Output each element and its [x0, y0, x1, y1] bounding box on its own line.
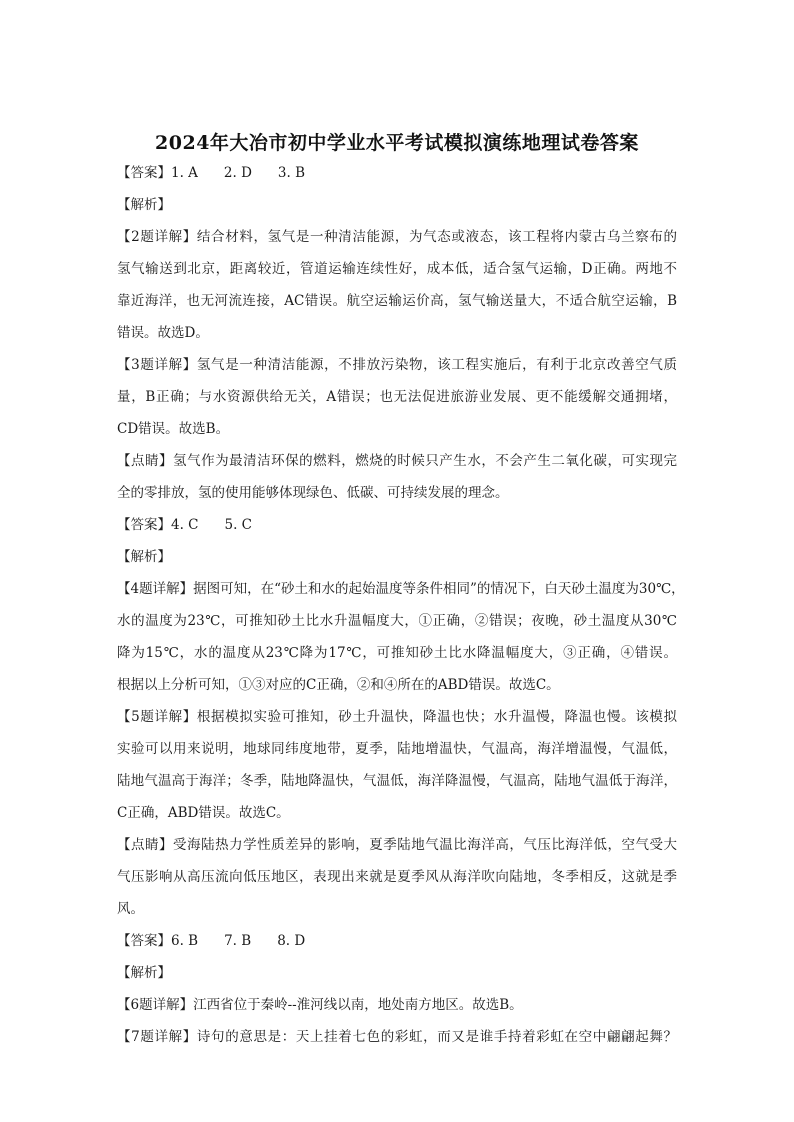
answer-line-3 — [117, 932, 305, 950]
text-line: 【6题详解】江西省位于秦岭--淮河线以南，地处南方地区。故选B。 — [117, 997, 523, 1013]
text-line: 【4题详解】据图可知，在“砂土和水的起始温度等条件相同”的情况下，白天砂土温度为30℃， — [117, 581, 685, 597]
answer-8: 8. D — [277, 933, 306, 949]
answer-1: 【答案】1. A — [117, 165, 198, 181]
answer-line-2 — [117, 516, 252, 534]
answer-3: 3. B — [277, 165, 306, 181]
answer-6: 【答案】6. B — [117, 933, 199, 949]
analysis-heading-3: 【解析】 — [117, 965, 171, 981]
text-line: 陆地气温高于海洋；冬季，陆地降温快，气温低，海洋降温慢，气温高，陆地气温低于海洋， — [117, 773, 677, 789]
text-line: 【5题详解】根据模拟实验可推知，砂土升温快，降温也快；水升温慢，降温也慢。该模拟 — [117, 709, 677, 725]
tip-line: 全的零排放，氢的使用能够体现绿色、低碳、可持续发展的理念。 — [117, 485, 509, 501]
text-line: 降为15℃，水的温度从23℃降为17℃，可推知砂土比水降温幅度大，③正确，④错误。 — [117, 645, 677, 661]
tip-line: 【点睛】受海陆热力学性质差异的影响，夏季陆地气温比海洋高，气压比海洋低，空气受大 — [117, 837, 677, 853]
text-line: CD错误。故选B。 — [117, 421, 230, 437]
text-line: 根据以上分析可知，①③对应的C正确，②和④所在的ABD错误。故选C。 — [117, 677, 560, 693]
text-line: 实验可以用来说明，地球同纬度地带，夏季，陆地增温快，气温高，海洋增温慢，气温低， — [117, 741, 677, 757]
text-line: 量，B正确；与水资源供给无关，A错误；也无法促进旅游业发展、更不能缓解交通拥堵， — [117, 389, 677, 405]
text-line: 错误。故选D。 — [117, 325, 209, 341]
page-title: 2024年大冶市初中学业水平考试模拟演练地理试卷答案 — [155, 132, 639, 154]
tip-line: 【点睛】氢气作为最清洁环保的燃料，燃烧的时候只产生水，不会产生二氧化碳，可实现完 — [117, 453, 677, 469]
text-line: 氢气输送到北京，距离较近，管道运输连续性好，成本低，适合氢气运输，D正确。两地不 — [117, 261, 677, 277]
text-line: 水的温度为23℃，可推知砂土比水升温幅度大，①正确，②错误；夜晚，砂土温度从30℃ — [117, 613, 677, 629]
answer-line-1 — [117, 164, 305, 182]
text-line: 【7题详解】诗句的意思是：天上挂着七色的彩虹，而又是谁手持着彩虹在空中翩翩起舞？ — [117, 1029, 677, 1045]
text-line: C正确，ABD错误。故选C。 — [117, 805, 290, 821]
tip-line: 风。 — [117, 901, 144, 917]
analysis-heading-1: 【解析】 — [117, 197, 171, 213]
answer-5: 5. C — [224, 517, 253, 533]
text-line: 靠近海洋，也无河流连接，AC错误。航空运输运价高，氢气输送量大，不适合航空运输，B — [117, 293, 677, 309]
answer-7: 7. B — [224, 933, 252, 949]
text-line: 【3题详解】氢气是一种清洁能源，不排放污染物，该工程实施后，有利于北京改善空气质 — [117, 357, 677, 373]
answer-2: 2. D — [223, 165, 252, 181]
analysis-heading-2: 【解析】 — [117, 549, 171, 565]
answer-4: 【答案】4. C — [117, 517, 199, 533]
text-line: 【2题详解】结合材料，氢气是一种清洁能源，为气态或液态，该工程将内蒙古乌兰察布的 — [117, 229, 677, 245]
tip-line: 气压影响从高压流向低压地区，表现出来就是夏季风从海洋吹向陆地，冬季相反，这就是季 — [117, 869, 677, 885]
